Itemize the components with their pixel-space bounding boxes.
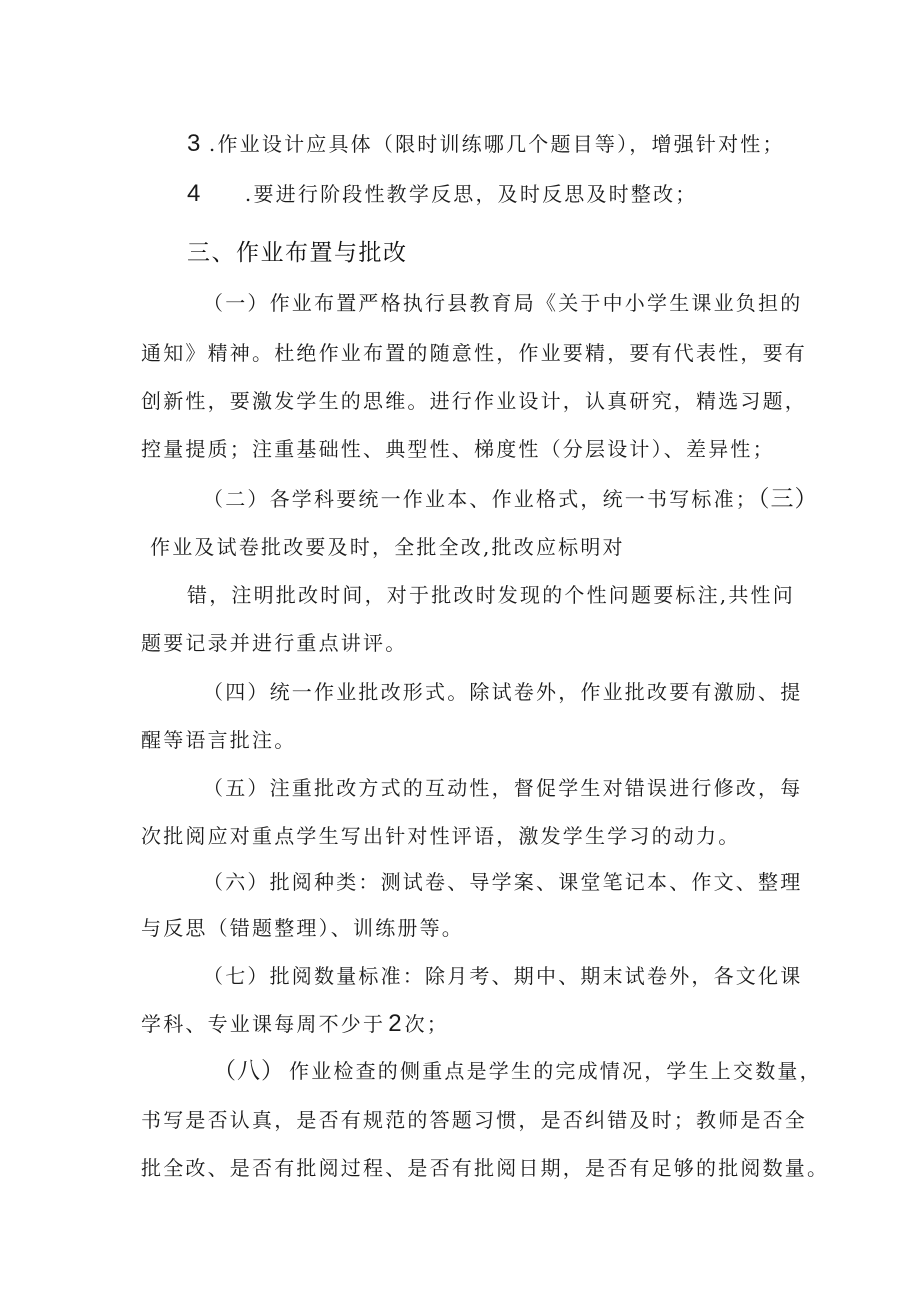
paragraph-line: 书写是否认真，是否有规范的答题习惯，是否纠错及时；教师是否全 — [141, 1108, 807, 1132]
paragraph-line: 作业及试卷批改要及时，全批全改,批改应标明对 — [150, 535, 625, 559]
paragraph-line: （七）批阅数量标准：除月考、期中、期末试卷外，各文化课 — [203, 964, 803, 988]
list-item-4 — [187, 180, 697, 208]
paragraph-text: （二）各学科要统一作业本、作业格式，统一书写标准； — [203, 487, 758, 511]
paragraph-line — [213, 1057, 822, 1085]
list-item-text: .作业设计应具体（限时训练哪几个题目等），增强针对性； — [208, 132, 785, 156]
list-item-3 — [187, 130, 785, 158]
paragraph-line: 与反思（错题整理）、训练册等。 — [141, 916, 464, 940]
paragraph-line: 批全改、是否有批阅过程、是否有批阅日期，是否有足够的批阅数量。 — [141, 1156, 830, 1180]
paragraph-line — [141, 1010, 449, 1038]
paragraph-line: 题要记录并进行重点讲评。 — [141, 631, 408, 655]
paragraph-line: （六）批阅种类：测试卷、导学案、课堂笔记本、作文、整理 — [203, 870, 803, 894]
paragraph-text: 作业检查的侧重点是学生的完成情况，学生上交数量， — [289, 1059, 822, 1083]
paragraph-line: 控量提质；注重基础性、典型性、梯度性（分层设计）、差异性； — [141, 437, 775, 461]
paragraph-text: 学科、专业课每周不少于 — [141, 1012, 386, 1036]
count-number: 2 — [388, 1010, 402, 1037]
list-item-text: .要进行阶段性教学反思，及时反思及时整改； — [244, 182, 698, 206]
section-heading: 三、作业布置与批改 — [187, 240, 408, 266]
paragraph-line: 次批阅应对重点学生写出针对性评语，激发学生学习的动力。 — [141, 824, 741, 848]
list-number: 4 — [187, 180, 201, 207]
paragraph-line: 创新性，要激发学生的思维。进行作业设计，认真研究，精选习题， — [141, 389, 807, 413]
paragraph-line: （四）统一作业批改形式。除试卷外，作业批改要有激励、提 — [203, 680, 803, 704]
paragraph-line — [203, 485, 819, 513]
paragraph-line: 通知》精神。杜绝作业布置的随意性，作业要精，要有代表性，要有 — [141, 341, 807, 365]
paragraph-line: 醒等语言批注。 — [141, 728, 297, 752]
paragraph-line: （一）作业布置严格执行县教育局《关于中小学生课业负担的 — [203, 291, 803, 315]
paragraph-marker: （三） — [758, 486, 819, 512]
paragraph-marker: （八） — [213, 1058, 285, 1084]
list-number: 3 — [187, 130, 201, 157]
paragraph-line: 错，注明批改时间，对于批改时发现的个性问题要标注,共性问 — [187, 583, 795, 607]
paragraph-line: （五）注重批改方式的互动性，督促学生对错误进行修改，每 — [203, 776, 803, 800]
paragraph-text: 次； — [404, 1012, 449, 1036]
